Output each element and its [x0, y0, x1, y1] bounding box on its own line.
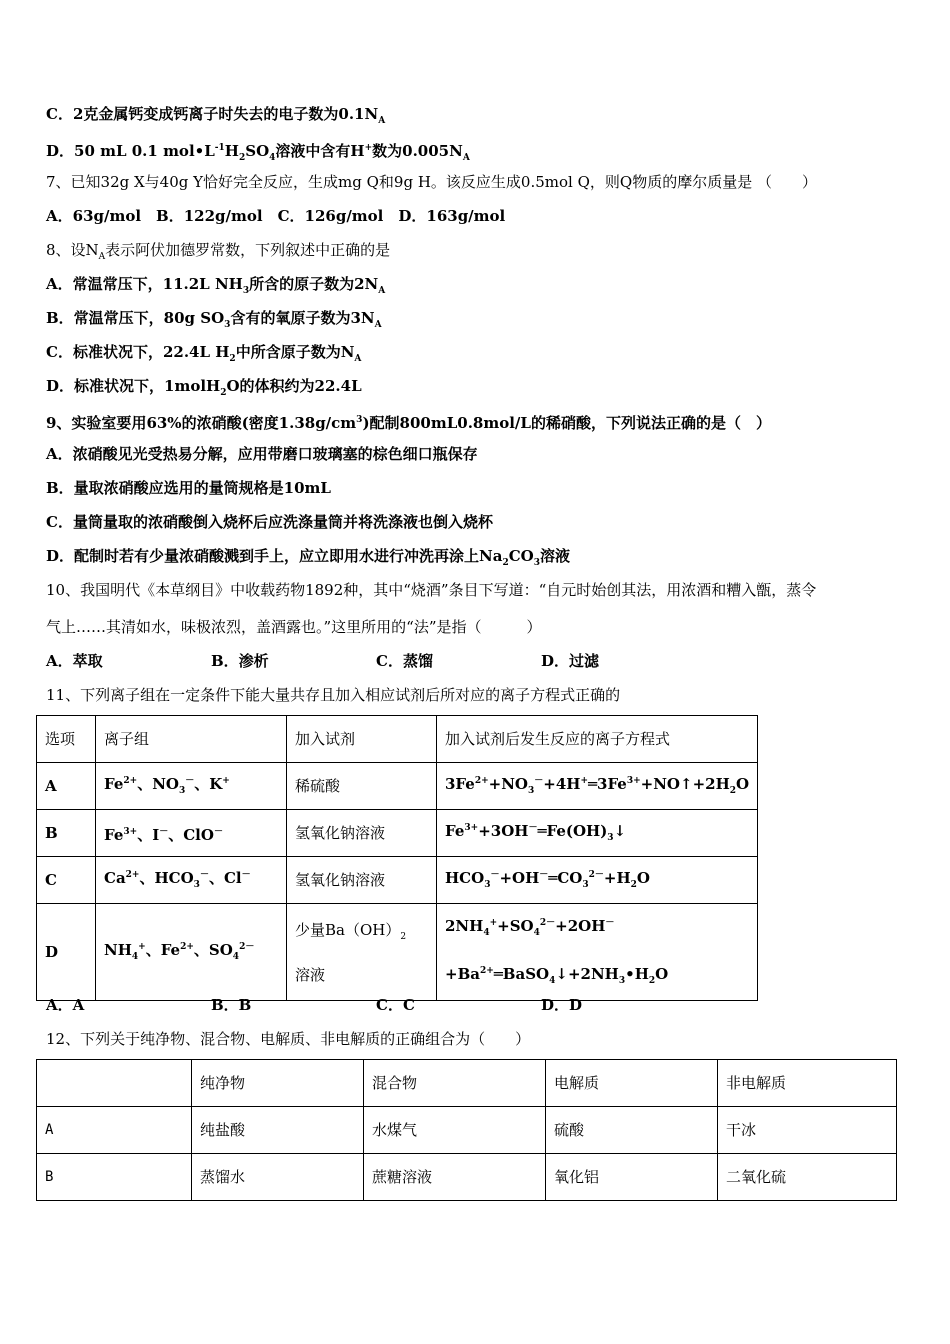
q9-option-b: B．量取浓硝酸应选用的量筒规格是10mL	[46, 479, 331, 497]
q10-option-a: A．萃取	[46, 652, 103, 670]
table-cell: B	[37, 810, 96, 857]
table-cell: 硫酸	[546, 1107, 718, 1154]
q8-option-c: C．标准状况下，22.4L $H_2$中所含原子数为$N_A$	[46, 343, 362, 364]
table-cell: 蔗糖溶液	[364, 1154, 546, 1201]
table-cell-equation: $Fe^{3+}+3OH^-═Fe(OH)_3↓$	[437, 810, 758, 857]
table-cell: 氢氧化钠溶液	[287, 810, 437, 857]
table-cell-ions: $Fe^{2+}$、$NO_3^-$、K+	[96, 763, 287, 810]
q7-options: A．63g/mol B．122g/mol C．126g/mol D．163g/mol	[46, 207, 506, 225]
table-header-cell: 非电解质	[718, 1060, 897, 1107]
q11-option-a: A．A	[46, 996, 85, 1014]
table-cell: D	[37, 904, 96, 1001]
q8-option-a: A．常温常压下，11.2L $NH_3$所含的原子数为$2N_A$	[46, 275, 386, 296]
table-header-cell: 选项	[37, 716, 96, 763]
table-cell-ions: $NH_4^+$、$Fe^{2+}$、$SO_4^{2-}$	[96, 904, 287, 1001]
table-cell-ions: $Ca^{2+}$、$HCO_3^-$、Cl－	[96, 857, 287, 904]
table-row	[37, 810, 758, 857]
table-row	[37, 904, 758, 1001]
table-cell: 二氧化硫	[718, 1154, 897, 1201]
q8-option-d: D．标准状况下，1molH$_2$O的体积约为22.4L	[46, 377, 362, 398]
q9-stem: 9、实验室要用63%的浓硝酸(密度$1.38g/cm^3$)配制800mL0.8mol/L的稀硝酸，下列说法正确的是（ ）	[46, 414, 771, 432]
table-cell: 纯盐酸	[192, 1107, 364, 1154]
table-header-cell: 混合物	[364, 1060, 546, 1107]
table-row	[37, 763, 758, 810]
table-cell-equation: $2NH_4^++SO_4^{2-}+2OH^-$ $+Ba^{2+}═BaSO_4↓+2NH_3•H_2O$	[437, 904, 758, 1001]
table-cell: 干冰	[718, 1107, 897, 1154]
q11-option-b: B．B	[211, 996, 252, 1014]
table-cell: A	[37, 1107, 192, 1154]
table-header-cell: 离子组	[96, 716, 287, 763]
q10-option-c: C．蒸馏	[376, 652, 433, 670]
q10-options	[46, 651, 599, 671]
q10-stem-line2: 气上……其清如水，味极浓烈，盖酒露也。”这里所用的“法”是指（ ）	[46, 618, 542, 636]
q9-option-a: A．浓硝酸见光受热易分解，应用带磨口玻璃塞的棕色细口瓶保存	[46, 445, 478, 463]
q9-option-d: D．配制时若有少量浓硝酸溅到手上，应立即用水进行冲洗再涂上$Na_2CO_3$溶液	[46, 547, 571, 568]
q12-table	[36, 1059, 897, 1201]
table-row	[37, 857, 758, 904]
table-header-cell: 加入试剂	[287, 716, 437, 763]
q6-option-c: C．2克金属钙变成钙离子时失去的电子数为$0.1N_A$	[46, 105, 386, 126]
q10-option-b: B．渗析	[211, 652, 269, 670]
table-header-cell: 电解质	[546, 1060, 718, 1107]
q11-option-d: D．D	[541, 996, 583, 1014]
table-header-cell	[37, 1060, 192, 1107]
q6-option-d: D．50 mL 0.1 $mol•L^{-1}H_2SO_4$溶液中含有H+数为$0.005N_A$	[46, 142, 470, 163]
q8-option-b: B．常温常压下，80g $SO_3$含有的氧原子数为$3N_A$	[46, 309, 382, 330]
table-header-row	[37, 716, 758, 763]
q11-table	[36, 715, 758, 1001]
table-cell: 氧化铝	[546, 1154, 718, 1201]
q12-stem: 12、下列关于纯净物、混合物、电解质、非电解质的正确组合为（ ）	[46, 1030, 531, 1048]
q11-options	[46, 995, 582, 1015]
table-header-cell: 纯净物	[192, 1060, 364, 1107]
table-cell: 稀硫酸	[287, 763, 437, 810]
q10-stem-line1: 10、我国明代《本草纲目》中收载药物1892种，其中“烧酒”条目下写道：“自元时始创其法，用浓酒和糟入甑，蒸令	[46, 581, 817, 599]
table-row	[37, 1107, 897, 1154]
q11-stem: 11、下列离子组在一定条件下能大量共存且加入相应试剂后所对应的离子方程式正确的	[46, 686, 621, 704]
table-cell-ions: $Fe^{3+}$、I－、ClO－	[96, 810, 287, 857]
table-cell-equation: $3Fe^{2+}+NO_3^-+4H^+═3Fe^{3+}+NO↑+2H_2O$	[437, 763, 758, 810]
table-cell: B	[37, 1154, 192, 1201]
q7-stem: 7、已知32g X与40g Y恰好完全反应，生成mg Q和9g H。该反应生成0.5mol Q，则Q物质的摩尔质量是 （ ）	[46, 173, 817, 191]
table-cell-equation: $HCO_3^-+OH^-═CO_3^{2-}+H_2O$	[437, 857, 758, 904]
table-header-cell: 加入试剂后发生反应的离子方程式	[437, 716, 758, 763]
table-cell: 氢氧化钠溶液	[287, 857, 437, 904]
q10-option-d: D．过滤	[541, 652, 600, 670]
table-cell: 蒸馏水	[192, 1154, 364, 1201]
table-header-row	[37, 1060, 897, 1107]
table-cell: A	[37, 763, 96, 810]
q9-option-c: C．量筒量取的浓硝酸倒入烧杯后应洗涤量筒并将洗涤液也倒入烧杯	[46, 513, 493, 531]
table-row	[37, 1154, 897, 1201]
table-cell: C	[37, 857, 96, 904]
q8-stem: 8、设$N_A$表示阿伏加德罗常数，下列叙述中正确的是	[46, 241, 391, 262]
q11-option-c: C．C	[376, 996, 415, 1014]
table-cell: 少量$Ba(OH)_2$ 溶液	[287, 904, 437, 1001]
table-cell: 水煤气	[364, 1107, 546, 1154]
